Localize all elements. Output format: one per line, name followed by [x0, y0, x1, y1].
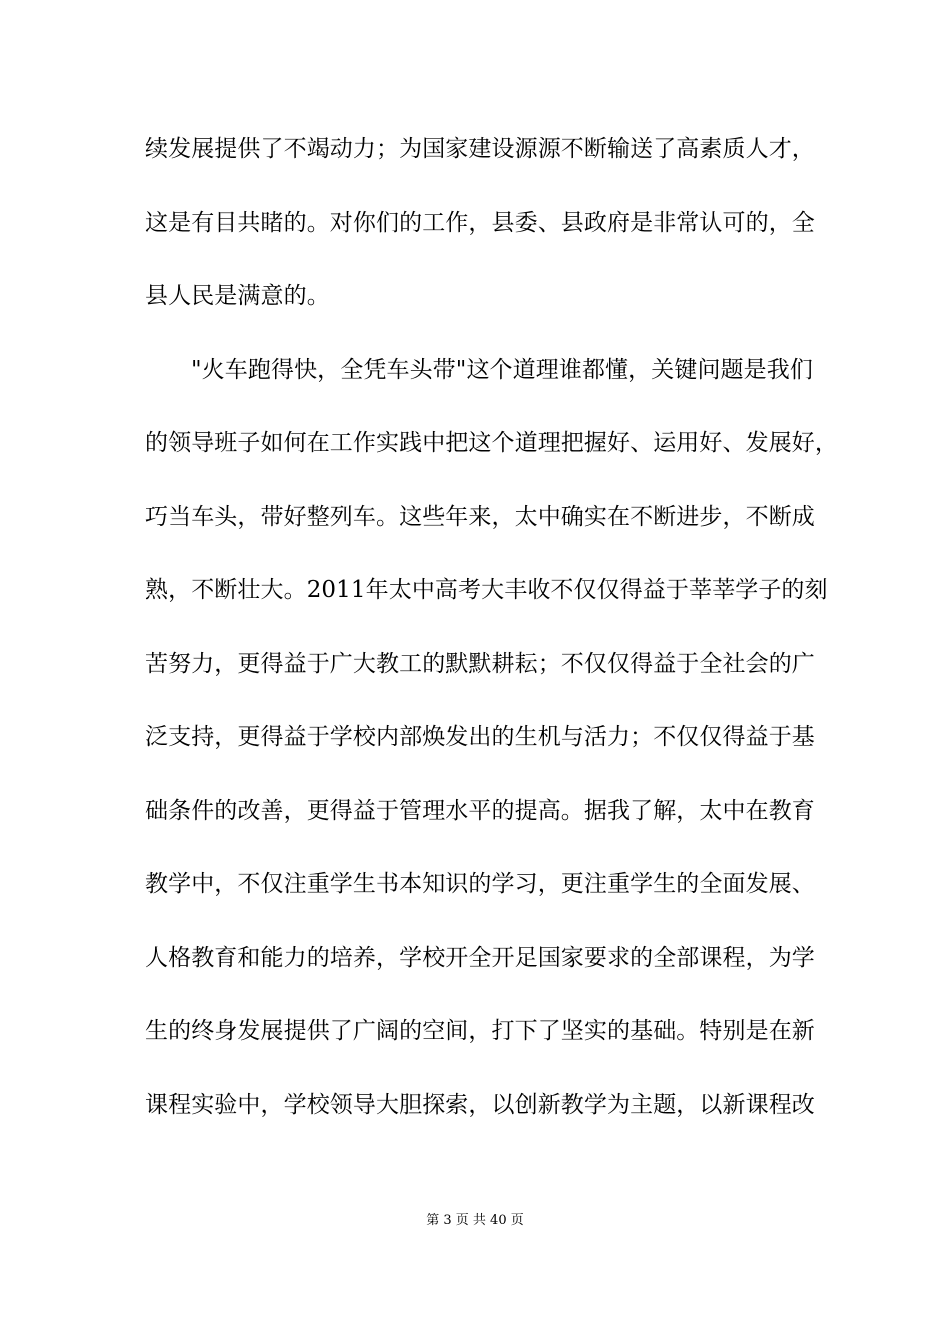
text-line: 熟，不断壮大。2011年太中高考大丰收不仅仅得益于莘莘学子的刻 [145, 577, 828, 603]
text-line: 础条件的改善，更得益于管理水平的提高。据我了解，太中在教育 [145, 797, 815, 824]
paragraph-first-line: "火车跑得快，全凭车头带"这个道理谁都懂，关键问题是我们 [191, 356, 813, 383]
text-line: 教学中，不仅注重学生书本知识的学习，更注重学生的全面发展、 [145, 871, 815, 897]
page-number-footer [0, 1209, 950, 1228]
text-line: 这是有目共睹的。对你们的工作，县委、县政府是非常认可的，全 [145, 209, 815, 236]
text-line: 巧当车头，带好整列车。这些年来，太中确实在不断进步，不断成 [145, 503, 815, 530]
text-line: 人格教育和能力的培养，学校开全开足国家要求的全部课程，为学 [145, 944, 815, 971]
text-line: 县人民是满意的。 [145, 283, 330, 309]
text-line: 泛支持，更得益于学校内部焕发出的生机与活力；不仅仅得益于基 [145, 724, 815, 750]
text-line: 生的终身发展提供了广阔的空间，打下了坚实的基础。特别是在新 [145, 1018, 815, 1044]
text-line: 苦努力，更得益于广大教工的默默耕耘；不仅仅得益于全社会的广 [145, 650, 815, 677]
text-line: 续发展提供了不竭动力；为国家建设源源不断输送了高素质人才， [145, 136, 815, 162]
body-text [145, 129, 838, 1158]
page-number-label: 第 3 页 共 40 页 [426, 1213, 524, 1228]
text-line: 的领导班子如何在工作实践中把这个道理把握好、运用好、发展好， [145, 430, 838, 456]
text-line: 课程实验中，学校领导大胆探索，以创新教学为主题，以新课程改 [145, 1091, 815, 1118]
